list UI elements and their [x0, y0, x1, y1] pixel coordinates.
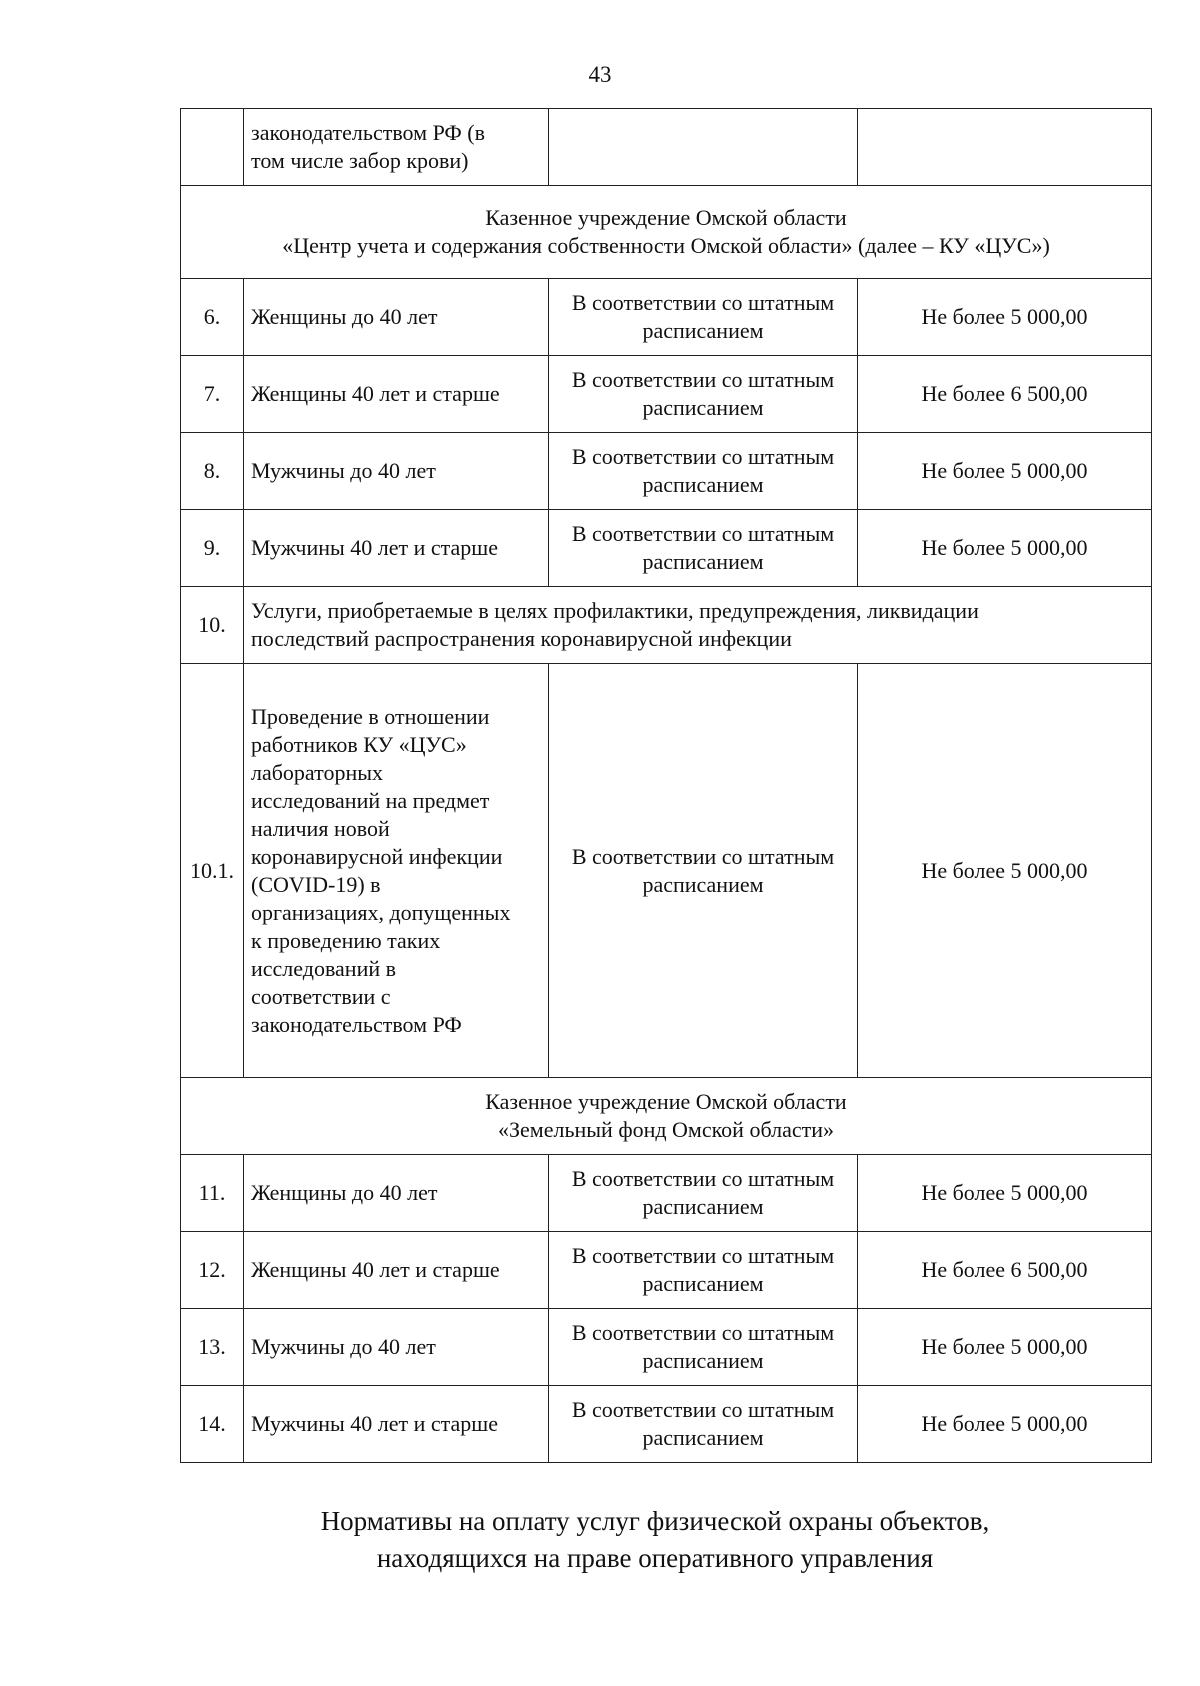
row-number: 9.: [181, 510, 244, 587]
row-category: Женщины 40 лет и старше: [244, 356, 549, 433]
table-row: [181, 1232, 1152, 1309]
condition-line: В соответствии со штатным: [571, 1243, 835, 1268]
cell-norm: [858, 109, 1152, 186]
condition-line: расписанием: [642, 318, 764, 343]
category-line: том числе забор крови): [251, 148, 469, 173]
section-line: «Центр учета и содержания собственности Омской области» (далее – КУ «ЦУС»): [282, 233, 1050, 258]
section-header-row: [181, 1078, 1152, 1155]
row-norm: Не более 6 500,00: [858, 1232, 1152, 1309]
row-group-title: [244, 587, 1152, 664]
row-category: [244, 664, 549, 1078]
table-row: [181, 279, 1152, 356]
row-number: 12.: [181, 1232, 244, 1309]
condition-line: расписанием: [642, 871, 764, 897]
row-category: Женщины до 40 лет: [244, 279, 549, 356]
row-number: 13.: [181, 1309, 244, 1386]
category-line: исследований на предмет: [251, 787, 490, 813]
footer-heading-line: Нормативы на оплату услуг физической охраны объектов,: [320, 1506, 990, 1536]
category-line: Проведение в отношении: [251, 703, 490, 729]
category-line: работников КУ «ЦУС»: [251, 731, 467, 757]
category-line: исследований в: [251, 955, 397, 981]
category-line: соответствии с: [251, 983, 391, 1009]
footer-heading: [0, 1503, 1200, 1577]
condition-line: В соответствии со штатным: [571, 521, 835, 546]
row-condition: [549, 1155, 858, 1232]
group-title-line: последствий распространения коронавирусной инфекции: [251, 626, 792, 651]
table-row: [181, 510, 1152, 587]
condition-line: расписанием: [642, 472, 764, 497]
row-number: 7.: [181, 356, 244, 433]
condition-line: расписанием: [642, 1271, 764, 1296]
category-line: коронавирусной инфекции: [251, 843, 503, 869]
condition-line: расписанием: [642, 1425, 764, 1450]
footer-heading-line: находящихся на праве оперативного управления: [376, 1543, 934, 1573]
condition-line: расписанием: [642, 1348, 764, 1373]
row-category: Мужчины до 40 лет: [244, 1309, 549, 1386]
section-line: Казенное учреждение Омской области: [485, 1089, 847, 1114]
row-norm: Не более 5 000,00: [858, 664, 1152, 1078]
row-number: 10.1.: [181, 664, 244, 1078]
row-condition: [549, 356, 858, 433]
row-category: Мужчины до 40 лет: [244, 433, 549, 510]
row-condition: [549, 1309, 858, 1386]
row-condition: [549, 1232, 858, 1309]
row-number: 11.: [181, 1155, 244, 1232]
category-line: к проведению таких: [251, 927, 441, 953]
row-condition: [549, 1386, 858, 1463]
row-norm: Не более 5 000,00: [858, 1309, 1152, 1386]
table-row: [181, 1309, 1152, 1386]
section-header-kus: [181, 186, 1152, 279]
row-number: 14.: [181, 1386, 244, 1463]
condition-line: В соответствии со штатным: [571, 290, 835, 315]
row-number: 8.: [181, 433, 244, 510]
norms-table: [180, 108, 1152, 1463]
row-norm: Не более 5 000,00: [858, 433, 1152, 510]
row-number: 10.: [181, 587, 244, 664]
row-condition: [549, 433, 858, 510]
group-title-line: Услуги, приобретаемые в целях профилактики, предупреждения, ликвидации: [251, 598, 979, 623]
row-norm: Не более 5 000,00: [858, 1386, 1152, 1463]
section-header-land-fund: [181, 1078, 1152, 1155]
cell-condition: [549, 109, 858, 186]
condition-line: расписанием: [642, 1194, 764, 1219]
condition-line: В соответствии со штатным: [571, 1166, 835, 1191]
condition-line: В соответствии со штатным: [571, 1320, 835, 1345]
cell-num: [181, 109, 244, 186]
condition-line: расписанием: [642, 549, 764, 574]
category-line: лабораторных: [251, 759, 384, 785]
row-norm: Не более 5 000,00: [858, 1155, 1152, 1232]
row-category: Мужчины 40 лет и старше: [244, 1386, 549, 1463]
row-number: 6.: [181, 279, 244, 356]
table-row-group-title: [181, 587, 1152, 664]
condition-line: В соответствии со штатным: [571, 843, 835, 869]
page-number: 43: [588, 62, 612, 87]
category-line: (COVID-19) в: [251, 871, 381, 897]
table-row: [181, 1155, 1152, 1232]
condition-line: В соответствии со штатным: [571, 444, 835, 469]
category-line: законодательством РФ (в: [251, 120, 486, 145]
row-condition: [549, 664, 858, 1078]
condition-line: В соответствии со штатным: [571, 367, 835, 392]
condition-line: расписанием: [642, 395, 764, 420]
condition-line: В соответствии со штатным: [571, 1397, 835, 1422]
table-row: [181, 664, 1152, 1078]
row-norm: Не более 5 000,00: [858, 279, 1152, 356]
table-row: [181, 433, 1152, 510]
table-row: [181, 1386, 1152, 1463]
row-category: Мужчины 40 лет и старше: [244, 510, 549, 587]
table-row-continuation: [181, 109, 1152, 186]
category-line: наличия новой: [251, 815, 390, 841]
row-condition: [549, 279, 858, 356]
row-condition: [549, 510, 858, 587]
category-line: законодательством РФ: [251, 1011, 462, 1037]
row-norm: Не более 6 500,00: [858, 356, 1152, 433]
section-line: Казенное учреждение Омской области: [485, 205, 847, 230]
section-line: «Земельный фонд Омской области»: [498, 1117, 834, 1142]
table-row: [181, 356, 1152, 433]
cell-category: [244, 109, 549, 186]
row-category: Женщины 40 лет и старше: [244, 1232, 549, 1309]
row-category: Женщины до 40 лет: [244, 1155, 549, 1232]
section-header-row: [181, 186, 1152, 279]
category-line: организациях, допущенных: [251, 899, 511, 925]
row-norm: Не более 5 000,00: [858, 510, 1152, 587]
